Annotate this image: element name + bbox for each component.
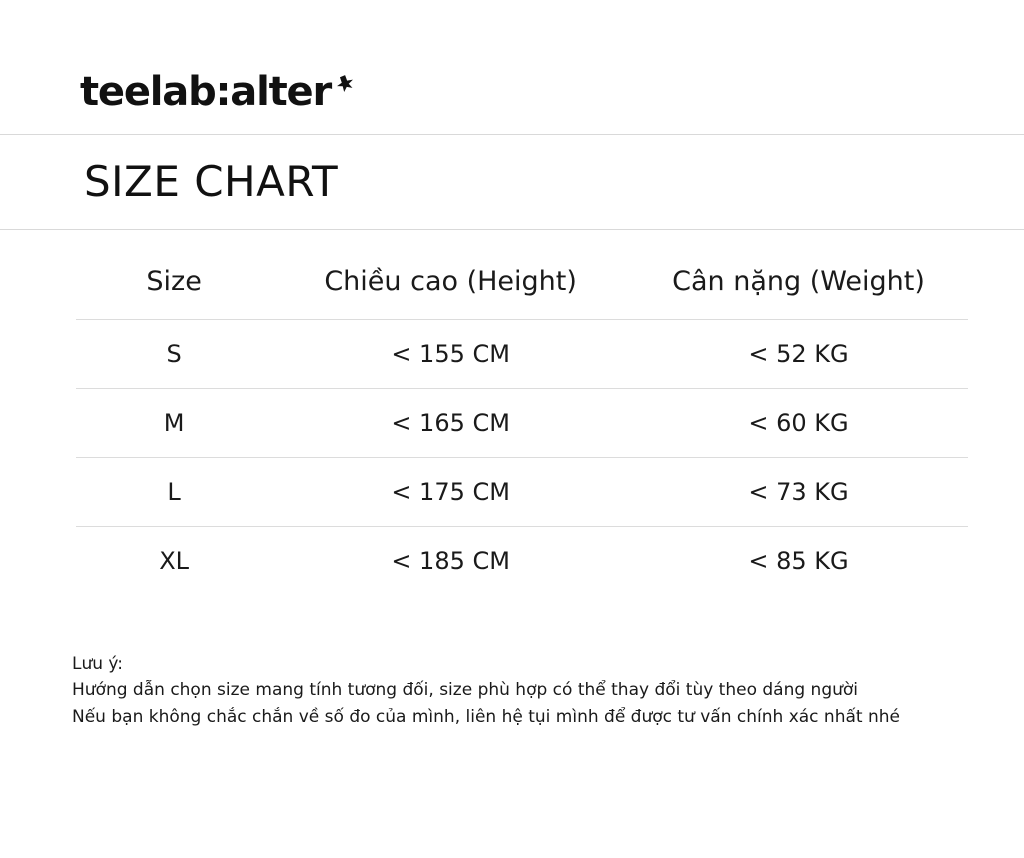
cell-size: L — [76, 458, 272, 527]
cell-height: < 165 CM — [272, 389, 629, 458]
brand-name: teelab:alter — [80, 69, 331, 115]
brand-logo — [80, 69, 355, 115]
cell-height: < 185 CM — [272, 527, 629, 596]
notes-line-1: Hướng dẫn chọn size mang tính tương đối, size phù hợp có thể thay đổi tùy theo dáng người — [72, 680, 859, 701]
cell-size: XL — [76, 527, 272, 596]
table-body — [76, 320, 968, 596]
cell-weight: < 85 KG — [629, 527, 968, 596]
brand-header — [0, 0, 1024, 134]
table-row — [76, 458, 968, 527]
notes-line-2: Nếu bạn không chắc chắn về số đo của mình, liên hệ tụi mình để được tư vấn chính xác nhất nhé — [72, 706, 900, 727]
cell-height: < 155 CM — [272, 320, 629, 389]
notes-label: Lưu ý: — [72, 654, 123, 674]
notes-block — [0, 595, 1024, 730]
title-block — [0, 135, 1024, 229]
cell-weight: < 52 KG — [629, 320, 968, 389]
size-table-wrapper — [0, 230, 1024, 595]
column-header-weight: Cân nặng (Weight) — [672, 266, 925, 297]
size-table — [76, 260, 968, 595]
cell-weight: < 73 KG — [629, 458, 968, 527]
cell-size: M — [76, 389, 272, 458]
cell-height: < 175 CM — [272, 458, 629, 527]
cell-weight: < 60 KG — [629, 389, 968, 458]
table-header-row — [76, 260, 968, 320]
table-row — [76, 320, 968, 389]
column-header-height: Chiều cao (Height) — [324, 266, 577, 297]
star-icon — [333, 74, 355, 99]
cell-size: S — [76, 320, 272, 389]
page-title: SIZE CHART — [84, 157, 339, 206]
table-head — [76, 260, 968, 320]
table-row — [76, 527, 968, 596]
table-row — [76, 389, 968, 458]
column-header-size: Size — [146, 266, 202, 297]
